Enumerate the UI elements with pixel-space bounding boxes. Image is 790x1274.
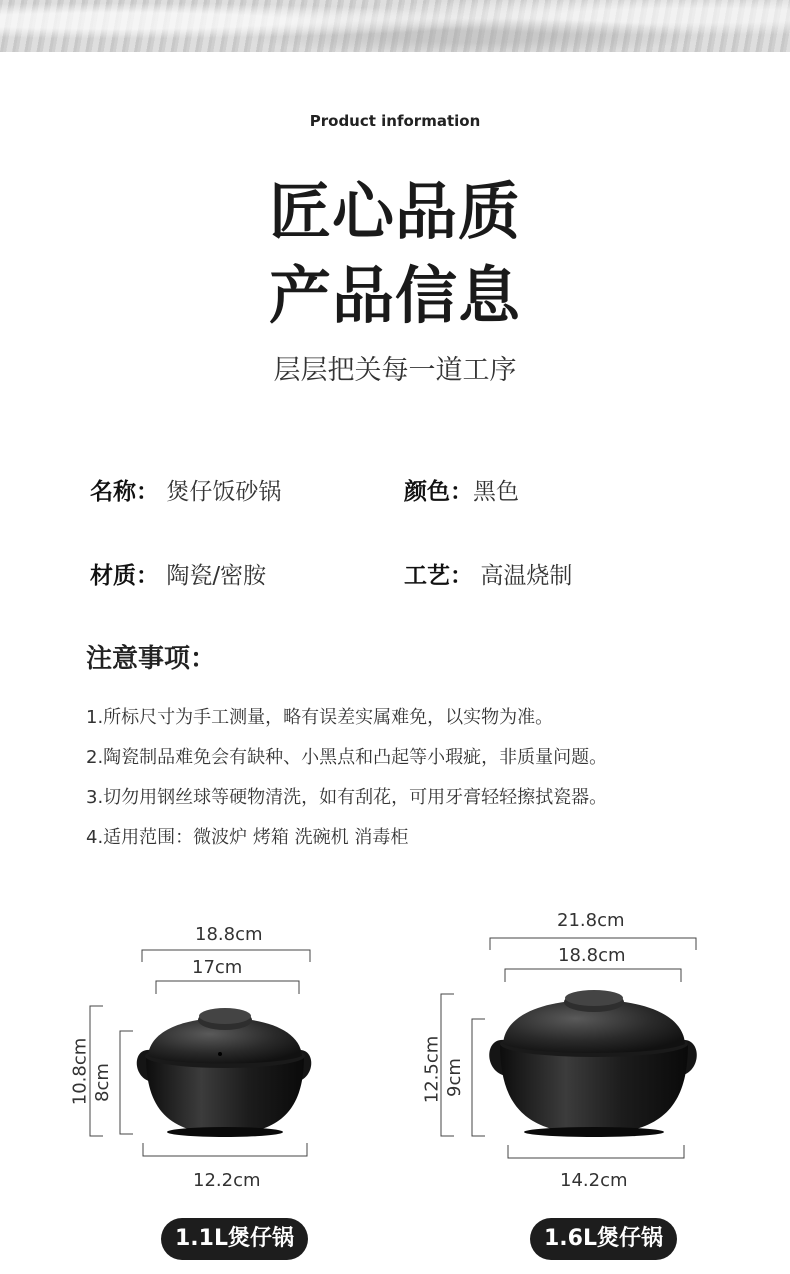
main-title-line-1: 匠心品质: [268, 175, 521, 248]
pot-2-total-height: 12.5cm: [421, 1035, 443, 1104]
pot-1-outer-width: 18.8cm: [195, 924, 263, 945]
pot-2-outer-width: 21.8cm: [557, 910, 625, 931]
spec-craft: [404, 557, 572, 590]
spec-material-value: 陶瓷/密胺: [166, 563, 267, 589]
pot-2-label: 1.6L煲仔锅: [530, 1218, 677, 1260]
dim-line-body-height-1: [120, 1031, 133, 1134]
spec-name: [90, 473, 281, 506]
pot-1-label: 1.1L煲仔锅: [161, 1218, 308, 1260]
slogan: 层层把关每一道工序: [273, 355, 517, 386]
spec-name-label: 名称：: [90, 479, 159, 505]
pot-large: [441, 938, 697, 1158]
pot-2-body-height: 9cm: [443, 1058, 465, 1097]
notice-item: 3.切勿用钢丝球等硬物清洗，如有刮花，可用牙膏轻轻擦拭瓷器。: [86, 787, 608, 808]
marble-header-banner: [0, 0, 790, 52]
spec-craft-value: 高温烧制: [480, 563, 573, 589]
dim-line-base-width-2: [508, 1145, 684, 1158]
notice-item: 4.适用范围：微波炉 烤箱 洗碗机 消毒柜: [86, 827, 409, 848]
notice-item: 2.陶瓷制品难免会有缺种、小黑点和凸起等小瑕疵，非质量问题。: [86, 747, 608, 768]
spec-material: [90, 557, 266, 590]
pot-small: [90, 950, 311, 1156]
spec-color-label: 颜色：: [404, 479, 473, 505]
pot-1-base-width: 12.2cm: [193, 1170, 261, 1191]
spec-name-value: 煲仔饭砂锅: [166, 479, 282, 505]
pot-1-body-height: 8cm: [91, 1063, 113, 1102]
spec-craft-label: 工艺：: [404, 563, 473, 589]
pot-1-total-height: 10.8cm: [69, 1037, 91, 1106]
dim-line-body-height-2: [472, 1019, 485, 1136]
english-section-title: Product information: [309, 112, 481, 130]
pot-1-inner-width: 17cm: [192, 957, 243, 978]
spec-color: [404, 473, 519, 506]
spec-material-label: 材质：: [90, 563, 159, 589]
spec-color-value: 黑色: [473, 479, 519, 505]
pot-illustrations: [0, 880, 790, 1180]
dim-line-inner-width-1: [156, 981, 299, 994]
notice-item: 1.所标尺寸为手工测量，略有误差实属难免，以实物为准。: [86, 707, 554, 728]
dim-line-inner-width-2: [505, 969, 681, 982]
dim-line-base-width-1: [143, 1143, 307, 1156]
pot-2-base-width: 14.2cm: [560, 1170, 628, 1191]
notice-title: 注意事项：: [86, 644, 217, 674]
pot-2-inner-width: 18.8cm: [558, 945, 626, 966]
main-title-line-2: 产品信息: [268, 259, 521, 332]
